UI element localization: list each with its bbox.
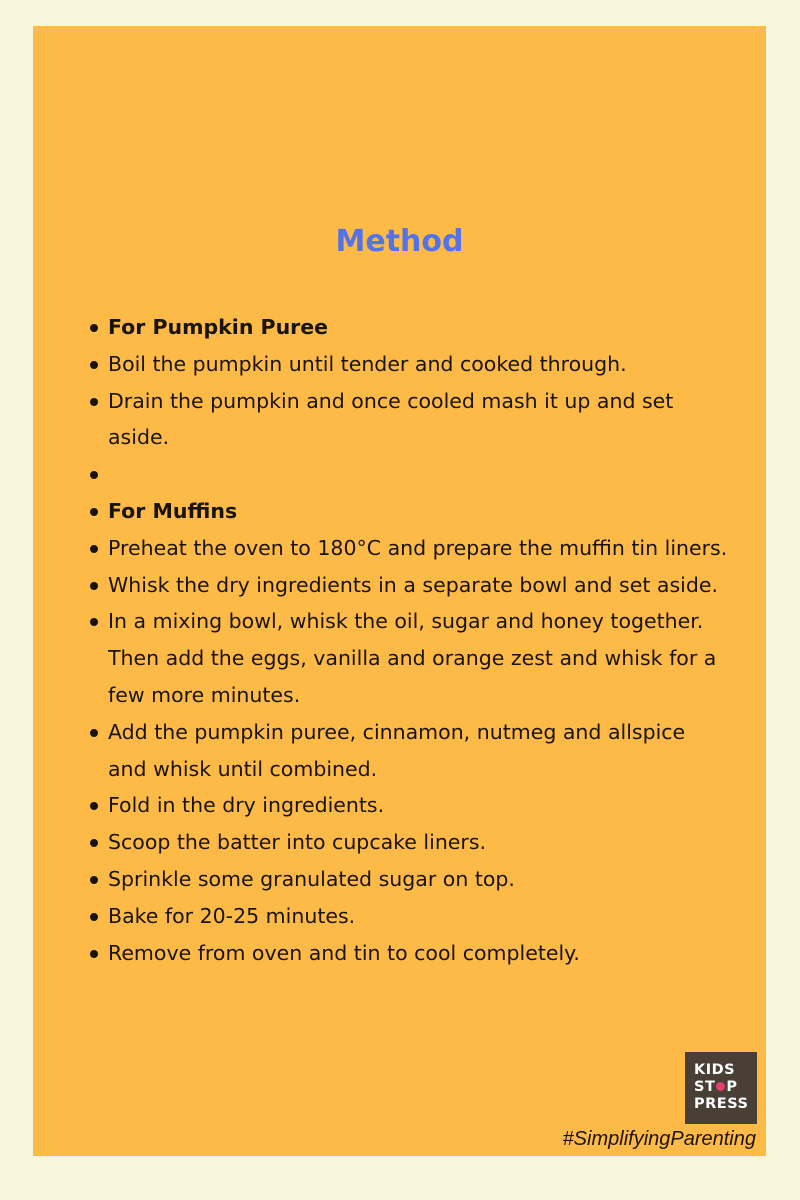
- list-item: Preheat the oven to 180°C and prepare the muffin tin liners.: [108, 530, 728, 567]
- list-item: [108, 456, 728, 493]
- list-item: Drain the pumpkin and once cooled mash it up and set aside.: [108, 383, 728, 457]
- list-item: Bake for 20-25 minutes.: [108, 898, 728, 935]
- kids-stop-press-logo: [685, 1052, 757, 1124]
- logo-line-3: PRESS: [694, 1096, 749, 1112]
- hashtag: #SimplifyingParenting: [562, 1128, 756, 1150]
- section-heading: For Pumpkin Puree: [108, 309, 728, 346]
- page-title: Method: [335, 224, 464, 259]
- list-item: Scoop the batter into cupcake liners.: [108, 824, 728, 861]
- logo-line-2: ST P: [694, 1079, 738, 1095]
- list-item: Fold in the dry ingredients.: [108, 787, 728, 824]
- logo-line-1: KIDS: [694, 1062, 736, 1078]
- list-item: Add the pumpkin puree, cinnamon, nutmeg and allspice and whisk until combined.: [108, 714, 728, 788]
- list-item: Sprinkle some granulated sugar on top.: [108, 861, 728, 898]
- list-item: Boil the pumpkin until tender and cooked through.: [108, 346, 728, 383]
- section-heading: For Muffins: [108, 493, 728, 530]
- list-item: Whisk the dry ingredients in a separate bowl and set aside.: [108, 567, 728, 604]
- list-item: In a mixing bowl, whisk the oil, sugar and honey together. Then add the eggs, vanilla and orange zest and whisk for a few more minutes.: [108, 603, 728, 713]
- logo-dot-icon: [716, 1082, 725, 1091]
- method-steps-list: [108, 309, 728, 971]
- list-item: Remove from oven and tin to cool completely.: [108, 935, 728, 972]
- recipe-card: [33, 26, 766, 1156]
